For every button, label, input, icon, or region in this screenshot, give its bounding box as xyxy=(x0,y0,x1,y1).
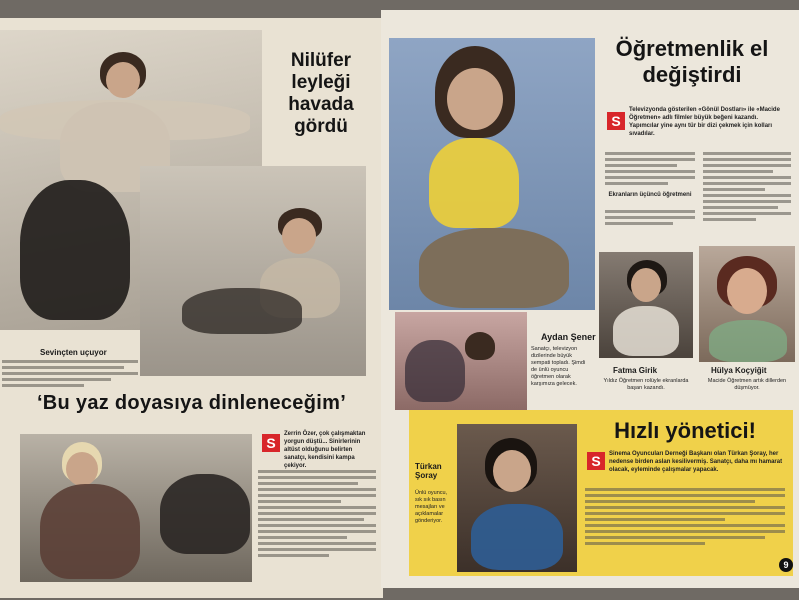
headline-ogretmenlik: Öğretmenlik el değiştirdi xyxy=(615,36,769,87)
text-column-3 xyxy=(703,152,791,224)
photo-zerrin-ozer xyxy=(20,434,252,582)
intro-ogretmenlik: Televizyonda gösterilen «Gönül Dostları» ile «Macide Öğretmen» adlı filmler büyük beğeni kazandı. Yapımcılar yine aynı tür bir dizi çekmek için kolları sıvadılar. xyxy=(629,107,780,137)
intro-zerrin: Zerrin Özer, çok çalışmaktan yorgun düştü... Sinirlerinin altüst olduğunu belirten sanatçı, kendisini kampa çekiyor. xyxy=(284,431,366,469)
photo-nilufer-sitting xyxy=(140,166,366,376)
text-column-2 xyxy=(605,210,695,228)
photo-fatma-girik xyxy=(599,252,693,358)
headline-hizli-yonetici: Hızlı yönetici! xyxy=(614,418,756,443)
caption-hulya-text: Macide Öğretmen artık dillerden düşmüyor. xyxy=(707,378,787,391)
text-column-zerrin xyxy=(258,470,376,560)
photo-aydan-classroom xyxy=(395,312,527,410)
caption-turkan-text: Ünlü oyuncu, sık sık basın mesajları ve açıklamalar gönderiyor. xyxy=(415,490,448,524)
photo-turkan-soray xyxy=(457,424,577,572)
text-column-nilufer xyxy=(2,360,138,390)
caption-fatma-name: Fatma Girik xyxy=(613,366,658,375)
caption-turkan-name: Türkan Şoray xyxy=(415,462,442,480)
photo-hulya-kocyigit xyxy=(699,246,795,362)
right-page xyxy=(381,10,799,588)
photo-aydan-sener xyxy=(389,38,595,310)
text-column-turkan xyxy=(585,488,785,548)
caption-sevincten-ucuyor: Sevinçten uçuyor xyxy=(40,348,107,357)
page-number: 9 xyxy=(779,558,793,572)
intro-hizli-yonetici: Sinema Oyuncuları Derneği Başkanı olan Türkan Şoray, her nedense birden aslan kesilivermiş. Sanatçı, daha mı hamarat olacak, eyleminde çalışmalar yapacak. xyxy=(609,451,783,473)
magazine-logo-icon: S xyxy=(262,434,280,452)
text-column-1 xyxy=(605,152,695,188)
headline-nilufer: Nilüfer leyleği havada gördü xyxy=(288,50,354,137)
left-page xyxy=(0,18,383,598)
magazine-logo-icon-2: S xyxy=(607,112,625,130)
magazine-logo-icon-3: S xyxy=(587,452,605,470)
caption-fatma-text: Yıldız Öğretmen rolüyle ekranlarda başarı kazandı. xyxy=(603,378,689,391)
headline-bu-yaz: ‘Bu yaz doyasıya dinleneceğim’ xyxy=(36,392,347,414)
caption-aydan-name: Aydan Şener xyxy=(541,332,596,342)
caption-hulya-name: Hülya Koçyiğit xyxy=(711,366,767,375)
subhead-ucuncu-ogretmen: Ekranların üçüncü öğretmeni xyxy=(608,192,692,198)
caption-aydan-text: Sanatçı, televizyon dizilerinde büyük sempati topladı. Şimdi de ünlü oyuncu öğretmen olarak karşımıza gelecek. xyxy=(531,346,586,387)
